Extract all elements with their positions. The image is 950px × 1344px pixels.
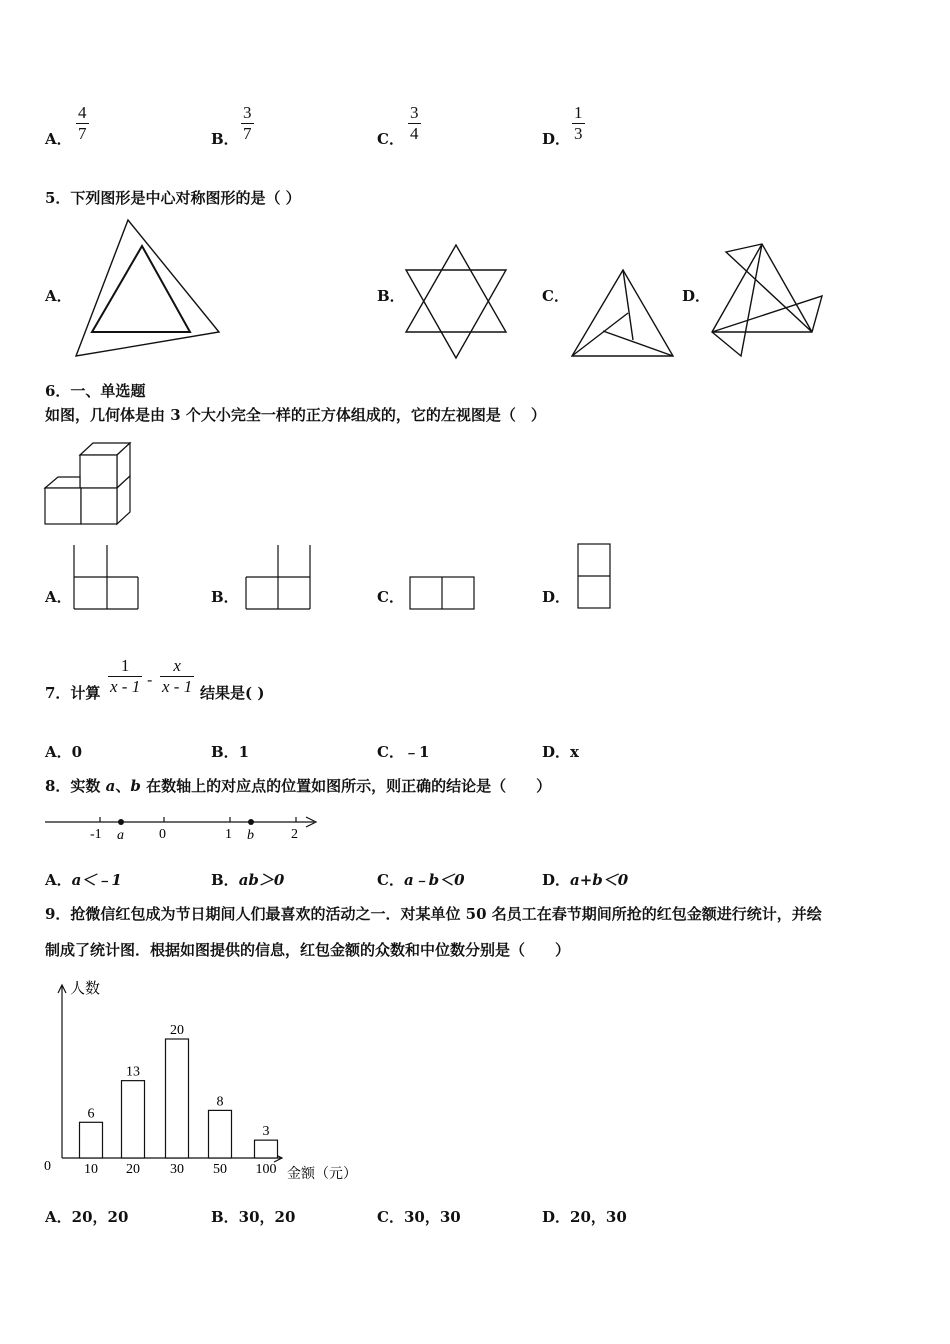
data-label-100: 3 [262, 1124, 270, 1140]
tick-label-100: 100 [255, 1162, 277, 1177]
q5-option-c-label[interactable]: C． [542, 287, 569, 305]
x-axis-label: 金额（元） [287, 1166, 357, 1182]
q7-option-d[interactable]: D．x [542, 743, 579, 761]
q5-option-a-label[interactable]: A． [45, 287, 72, 305]
q6-section-title: 6．一、单选题 [45, 382, 146, 400]
q7-option-b[interactable]: B．1 [211, 743, 250, 761]
q8-var-a: a [105, 777, 116, 795]
q4-option-d-label[interactable]: D． [542, 130, 571, 148]
option-label: C． [377, 871, 404, 889]
fraction-numerator: x [173, 656, 181, 675]
q9-option-c[interactable]: C．30，30 [377, 1208, 461, 1226]
option-expr: ab＞0 [238, 871, 285, 889]
q7-suffix: 结果是( ) [200, 684, 265, 702]
fraction-denominator: 3 [574, 124, 583, 143]
q6-option-d-label[interactable]: D． [542, 588, 571, 606]
tick-label-2: 2 [291, 827, 298, 842]
q6-option-c-label[interactable]: C． [377, 588, 404, 606]
y-axis-label: 人数 [70, 979, 101, 997]
q7-option-c[interactable]: C．﹣1 [377, 743, 430, 761]
fraction-denominator: 7 [243, 124, 252, 143]
tick-label-20: 20 [126, 1162, 140, 1177]
q9-option-b[interactable]: B．30，20 [211, 1208, 296, 1226]
tick-label-10: 10 [84, 1162, 98, 1177]
q8-stem-prefix: 8．实数 [45, 777, 106, 795]
fraction-denominator: 7 [78, 124, 87, 143]
point-b-label: b [247, 828, 254, 843]
option-expr: a+b＜0 [570, 871, 629, 889]
q6-option-b-label[interactable]: B． [211, 588, 239, 606]
q5-option-b-label[interactable]: B． [377, 287, 405, 305]
tick-label-50: 50 [213, 1162, 227, 1177]
fraction-numerator: 3 [243, 103, 252, 122]
q9-option-d[interactable]: D．20，30 [542, 1208, 627, 1226]
q8-stem-suffix: 在数轴上的对应点的位置如图所示，则正确的结论是（ ） [140, 777, 552, 795]
bar-50 [209, 1110, 232, 1158]
q6-stem: 如图，几何体是由 3 个大小完全一样的正方体组成的，它的左视图是（ ） [45, 406, 546, 424]
tick-label-1: 1 [225, 827, 232, 842]
q4-option-b-label[interactable]: B． [211, 130, 239, 148]
fraction-numerator: 4 [78, 103, 87, 122]
option-expr: a＜﹣1 [71, 871, 122, 889]
origin-label: 0 [44, 1159, 51, 1174]
q8-var-b: b [130, 777, 141, 795]
q6-option-a-label[interactable]: A． [45, 588, 72, 606]
bar-100 [255, 1140, 278, 1158]
q8-separator: 、 [115, 777, 131, 795]
fraction-numerator: 1 [574, 103, 583, 122]
option-label: A． [45, 871, 72, 889]
option-label: B． [211, 871, 239, 889]
tick-label-30: 30 [170, 1162, 184, 1177]
q9-stem-line1: 9．抢微信红包成为节日期间人们最喜欢的活动之一．对某单位 50 名员工在春节期间所抢的红包金额进行统计，并绘 [45, 905, 822, 923]
tick-label-neg1: -1 [90, 827, 102, 842]
bar-20 [122, 1081, 145, 1158]
fraction-numerator: 1 [120, 656, 130, 675]
q5-option-d-label[interactable]: D． [682, 287, 711, 305]
data-label-20: 13 [126, 1064, 140, 1080]
fraction-numerator: 3 [410, 103, 419, 122]
bar-10 [80, 1122, 103, 1158]
q9-stem-line2: 制成了统计图．根据如图提供的信息，红包金额的众数和中位数分别是（ ） [45, 941, 571, 959]
data-label-50: 8 [216, 1094, 224, 1110]
tick-label-0: 0 [159, 827, 166, 842]
q7-option-a[interactable]: A．0 [45, 743, 83, 761]
q4-option-c-label[interactable]: C． [377, 130, 404, 148]
fraction-denominator: 4 [410, 124, 419, 143]
q4-option-a-label[interactable]: A． [45, 130, 72, 148]
q9-option-a[interactable]: A．20，20 [45, 1208, 129, 1226]
bar-30 [166, 1039, 189, 1158]
data-label-30: 20 [170, 1023, 184, 1038]
fraction-denominator: x - 1 [162, 677, 193, 696]
fraction-denominator: x - 1 [110, 677, 141, 696]
option-expr: a﹣b＜0 [403, 871, 465, 889]
data-label-10: 6 [87, 1106, 95, 1122]
q7-minus-sign: - [147, 670, 153, 689]
point-a-label: a [117, 828, 124, 843]
q5-stem: 5．下列图形是中心对称图形的是（ ） [45, 189, 301, 207]
q7-prefix: 7．计算 [45, 684, 101, 702]
option-label: D． [542, 871, 571, 889]
